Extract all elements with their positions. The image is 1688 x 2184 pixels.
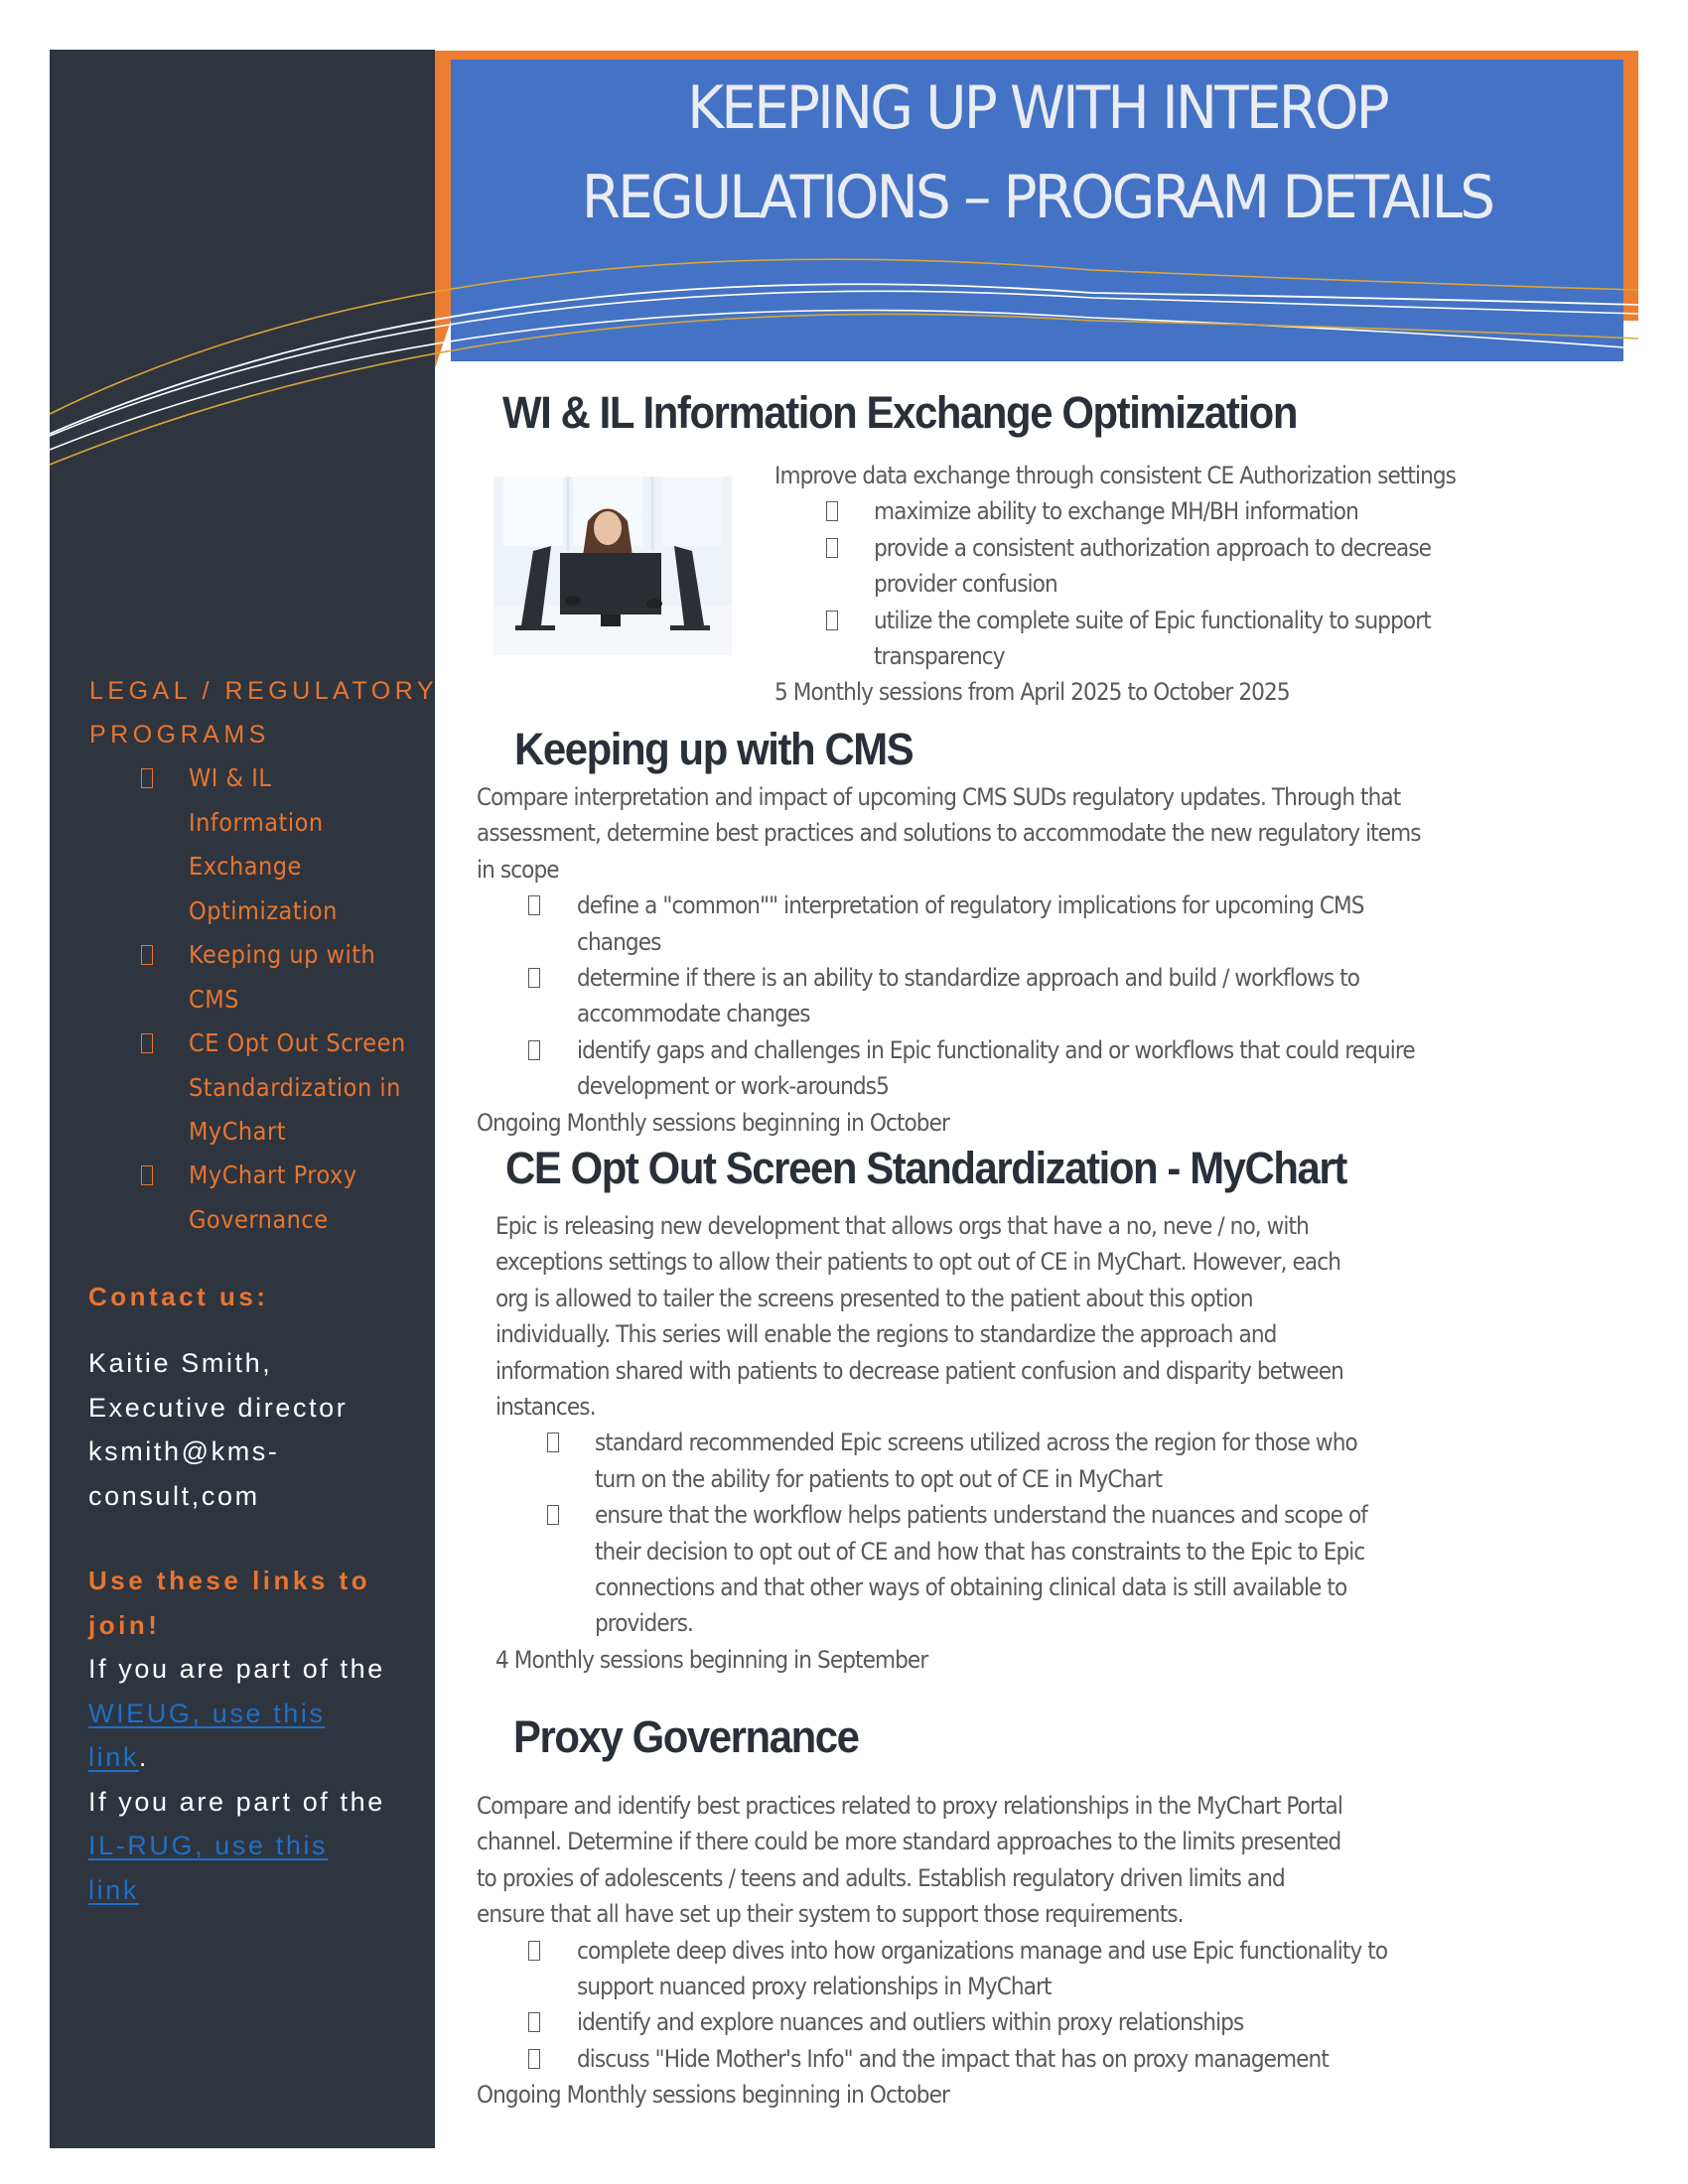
section-heading-cms: Keeping up with CMS <box>514 724 914 774</box>
section-heading-wi-il: WI & IL Information Exchange Optimization <box>502 387 1298 438</box>
bullet-text: discuss "Hide Mother's Info" and the impact that has on proxy management <box>577 2044 1329 2073</box>
section-intro-line: assessment, determine best practices and solutions to accommodate the new regulatory items <box>477 819 1421 848</box>
bullet-text: providers. <box>595 1609 694 1638</box>
section-wi-il-body <box>774 458 1648 711</box>
bullet-text: transparency <box>874 642 1005 671</box>
list-item <box>477 887 1658 960</box>
section-schedule: 4 Monthly sessions beginning in September <box>495 1645 928 1674</box>
program-line: Standardization in <box>189 1072 401 1102</box>
list-item <box>477 2041 1658 2077</box>
ilrug-link-cont[interactable]: link <box>88 1874 139 1905</box>
bullet-text: identify gaps and challenges in Epic functionality and or workflows that could require <box>577 1035 1415 1064</box>
contact-heading: Contact us: <box>88 1282 269 1311</box>
box-bullet-icon <box>528 2041 540 2077</box>
contact-name: Kaitie Smith, <box>88 1348 273 1378</box>
section-heading-ce-opt-out: CE Opt Out Screen Standardization - MyChart <box>505 1143 1346 1193</box>
program-line: Information <box>189 807 324 837</box>
section-intro-line: to proxies of adolescents / teens and adults. Establish regulatory driven limits and <box>477 1863 1285 1892</box>
program-line: MyChart <box>189 1117 287 1146</box>
box-bullet-icon <box>528 1933 540 1969</box>
wieug-link[interactable]: WIEUG, use this <box>88 1698 326 1728</box>
list-item <box>477 1933 1658 2005</box>
section-intro-line: in scope <box>477 855 559 884</box>
bullet-text: complete deep dives into how organizations manage and use Epic functionality to <box>577 1936 1388 1965</box>
bullet-text: maximize ability to exchange MH/BH information <box>874 497 1358 526</box>
section-intro-line: ensure that all have set up their system to support those requirements. <box>477 1900 1184 1929</box>
bullet-text: define a "common"" interpretation of regulatory implications for upcoming CMS <box>577 891 1364 920</box>
section-schedule: Ongoing Monthly sessions beginning in October <box>477 1108 949 1137</box>
section-cms-body <box>477 779 1658 1141</box>
section-schedule: Ongoing Monthly sessions beginning in October <box>477 2081 949 2110</box>
section-intro-line: Improve data exchange through consistent CE Authorization settings <box>774 462 1457 489</box>
list-item <box>774 530 1648 603</box>
sidebar-program-ce-opt-out[interactable] <box>141 1022 429 1155</box>
wieug-prefix: If you are part of the <box>88 1654 385 1684</box>
list-item <box>495 1425 1657 1497</box>
programs-heading-line-1: LEGAL / REGULATORY <box>89 677 439 705</box>
list-item <box>495 1497 1657 1642</box>
wieug-suffix: . <box>138 1742 150 1772</box>
ilrug-prefix: If you are part of the <box>88 1786 385 1817</box>
section-schedule: 5 Monthly sessions from April 2025 to October 2025 <box>774 678 1290 707</box>
section-intro-line: instances. <box>495 1393 596 1422</box>
header-orange-corner <box>435 321 451 368</box>
box-bullet-icon <box>141 933 181 978</box>
bullet-text: standard recommended Epic screens utilized across the region for those who <box>595 1429 1357 1457</box>
title-line-2: REGULATIONS – PROGRAM DETAILS <box>581 163 1493 232</box>
program-line: Governance <box>189 1204 329 1234</box>
program-line: WI & IL <box>189 763 272 792</box>
box-bullet-icon <box>141 756 181 801</box>
section-intro-line: channel. Determine if there could be more standard approaches to the limits presented <box>477 1828 1341 1856</box>
bullet-text: utilize the complete suite of Epic functionality to support <box>874 606 1431 634</box>
program-line: Keeping up with <box>189 940 376 969</box>
bullet-text: provide a consistent authorization approach to decrease <box>874 533 1432 562</box>
page-title <box>486 64 1588 242</box>
bullet-text: determine if there is an ability to standardize approach and build / workflows to <box>577 964 1360 993</box>
box-bullet-icon <box>528 1032 540 1068</box>
bullet-text: changes <box>577 927 661 956</box>
sidebar-program-cms[interactable] <box>141 933 429 1022</box>
ilrug-link[interactable]: IL-RUG, use this <box>88 1831 329 1860</box>
program-line: CE Opt Out Screen <box>189 1028 406 1057</box>
sidebar-program-proxy[interactable] <box>141 1154 429 1242</box>
list-item <box>774 493 1648 529</box>
programs-heading-line-2: PROGRAMS <box>89 721 270 749</box>
section-intro-line: Compare and identify best practices related to proxy relationships in the MyChart Portal <box>477 1792 1342 1820</box>
sidebar-program-wi-il[interactable] <box>141 756 429 933</box>
section-intro-line: information shared with patients to decrease patient confusion and disparity between <box>495 1356 1343 1385</box>
contact-title: Executive director <box>88 1392 349 1423</box>
box-bullet-icon <box>547 1425 559 1460</box>
contact-email-line-2[interactable]: consult,com <box>88 1480 260 1511</box>
title-line-1: KEEPING UP WITH INTEROP <box>687 73 1387 143</box>
section-intro-line: Epic is releasing new development that allows orgs that have a no, neve / no, with <box>495 1212 1309 1240</box>
section-heading-proxy: Proxy Governance <box>513 1711 859 1762</box>
list-item <box>477 960 1658 1032</box>
bullet-text: development or work-arounds5 <box>577 1072 889 1101</box>
program-line: Exchange <box>189 852 302 881</box>
links-heading-line-2: join! <box>88 1610 161 1640</box>
bullet-text: ensure that the workflow helps patients understand the nuances and scope of <box>595 1501 1367 1530</box>
section-ce-opt-out-body <box>495 1208 1657 1678</box>
box-bullet-icon <box>547 1497 559 1533</box>
box-bullet-icon <box>826 603 838 638</box>
join-links <box>88 1647 416 1912</box>
bullet-text: support nuanced proxy relationships in MyChart <box>577 1973 1052 2001</box>
woman-at-computer-photo <box>493 477 732 655</box>
links-heading-line-1: Use these links to <box>88 1566 371 1595</box>
program-line: Optimization <box>189 895 338 925</box>
wieug-link-cont[interactable]: link <box>88 1742 139 1772</box>
contact-email-line-1[interactable]: ksmith@kms- <box>88 1436 280 1466</box>
list-item <box>477 2004 1658 2040</box>
program-line: CMS <box>189 984 239 1014</box>
section-intro-line: exceptions settings to allow their patients to opt out of CE in MyChart. However, each <box>495 1248 1341 1277</box>
section-intro-line: org is allowed to tailer the screens presented to the patient about this option <box>495 1284 1253 1312</box>
box-bullet-icon <box>826 530 838 566</box>
section-proxy-body <box>477 1788 1658 2114</box>
list-item <box>477 1032 1658 1105</box>
list-item <box>774 603 1648 675</box>
section-intro-line: Compare interpretation and impact of upcoming CMS SUDs regulatory updates. Through that <box>477 783 1401 811</box>
programs-heading <box>89 669 438 756</box>
contact-details <box>88 1341 416 1518</box>
box-bullet-icon <box>141 1154 181 1198</box>
box-bullet-icon <box>141 1022 181 1066</box>
box-bullet-icon <box>528 887 540 923</box>
section-intro-line: individually. This series will enable the regions to standardize the approach and <box>495 1320 1277 1349</box>
box-bullet-icon <box>528 2004 540 2040</box>
bullet-text: connections and that other ways of obtaining clinical data is still available to <box>595 1573 1347 1602</box>
program-line: MyChart Proxy <box>189 1160 357 1189</box>
bullet-text: provider confusion <box>874 570 1057 599</box>
box-bullet-icon <box>826 493 838 529</box>
bullet-text: turn on the ability for patients to opt out of CE in MyChart <box>595 1464 1163 1493</box>
bullet-text: their decision to opt out of CE and how that has constraints to the Epic to Epic <box>595 1537 1365 1566</box>
box-bullet-icon <box>528 960 540 996</box>
bullet-text: accommodate changes <box>577 1000 810 1028</box>
links-heading <box>88 1559 370 1648</box>
bullet-text: identify and explore nuances and outliers within proxy relationships <box>577 2008 1244 2037</box>
